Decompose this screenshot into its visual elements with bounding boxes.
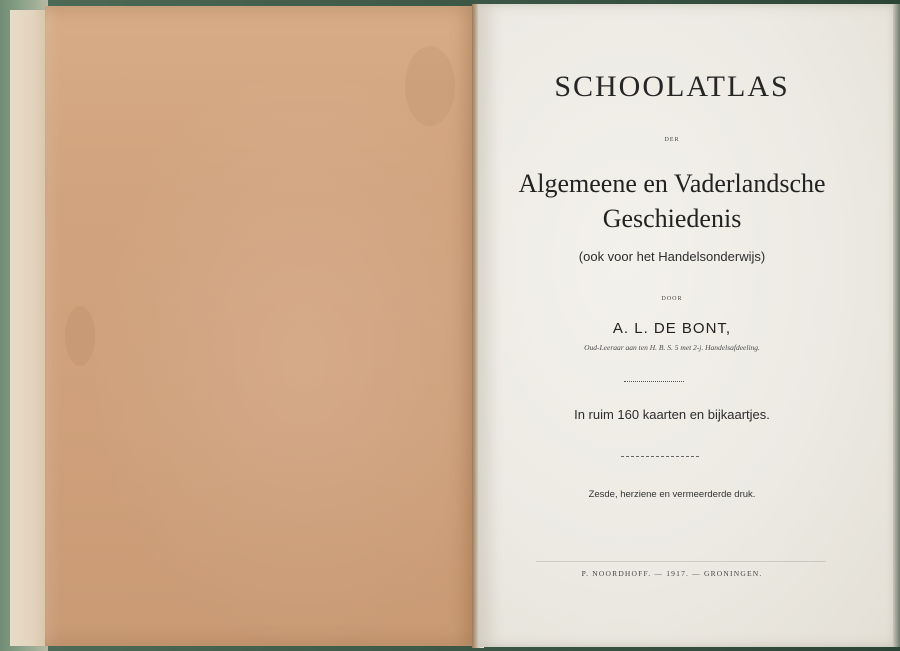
book-title: SCHOOLATLAS xyxy=(554,70,790,103)
cover-board-right-edge xyxy=(893,4,900,647)
ornament-rule xyxy=(624,381,684,382)
imprint-rule xyxy=(536,561,826,562)
subject-line-1: Algemeene en Vaderlandsche xyxy=(518,169,826,198)
subject-line-2: Geschiedenis xyxy=(602,204,742,233)
door-connector: DOOR xyxy=(661,296,683,302)
front-endpaper-strip xyxy=(10,10,50,646)
title-page xyxy=(478,4,895,647)
edition-note: Zesde, herziene en vermeerderde druk. xyxy=(588,489,756,500)
paper-stain xyxy=(405,46,455,126)
author-name: A. L. DE BONT, xyxy=(612,320,732,337)
maps-note: In ruim 160 kaarten en bijkaartjes. xyxy=(574,407,770,422)
subtitle-note: (ook voor het Handelsonderwijs) xyxy=(578,249,766,264)
blank-endpaper-page xyxy=(45,6,477,646)
author-role: Oud-Leeraar aan ten H. B. S. 5 met 2-j. Handelsafdeeling. xyxy=(584,343,760,352)
ornament-rule xyxy=(621,456,699,457)
paper-stain xyxy=(65,306,95,366)
publisher-imprint: P. NOORDHOFF. — 1917. — GRONINGEN. xyxy=(581,569,763,578)
der-connector: DER xyxy=(664,137,680,143)
